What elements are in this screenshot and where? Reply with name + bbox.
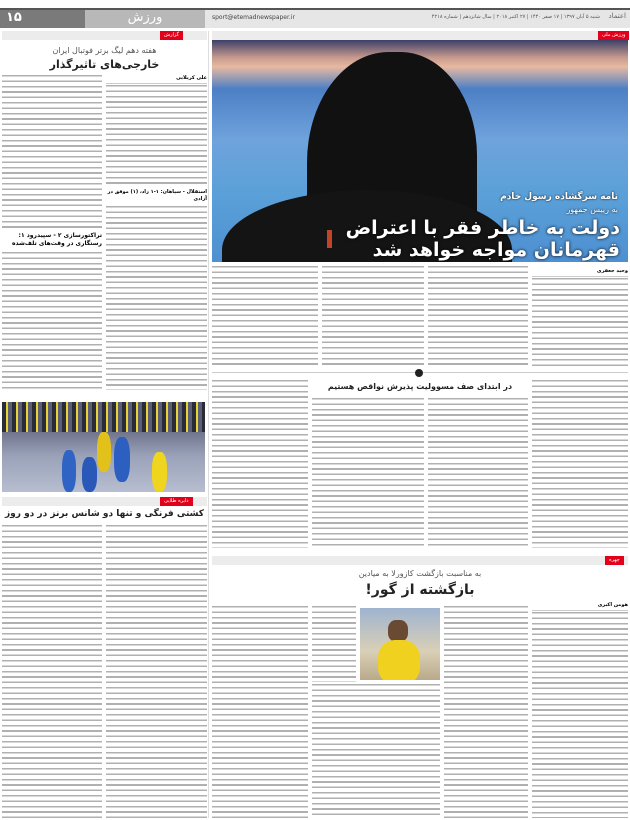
main-body-text — [532, 278, 628, 368]
face-body-text — [532, 612, 628, 818]
main-body-text — [322, 266, 424, 368]
left-subhead-2: تراکتورسازی ۲ - سپیدرود ۱: رستگاری در وقت‌های تلف‌شده — [12, 232, 102, 247]
left-body-text — [106, 85, 207, 187]
main-section-bar — [212, 31, 628, 40]
left-kicker: هفته دهم لیگ برتر فوتبال ایران — [52, 46, 157, 55]
face-tag: چهره — [605, 556, 624, 565]
main-body-text — [428, 266, 528, 368]
face-author: هومن اکبری — [532, 602, 628, 611]
page-number: ۱۵ — [0, 10, 85, 28]
face-section-bar — [212, 556, 628, 565]
golden-circle-tag: دایره طلایی — [160, 497, 193, 506]
national-sport-tag: ورزش ملی — [598, 31, 629, 40]
silhouette-photo — [212, 40, 628, 262]
face-body-text — [212, 606, 308, 818]
main-headline-line-1: دولت به خاطر فقر با اعتراض — [345, 217, 620, 239]
section-name: ورزش — [85, 10, 205, 28]
main-body-text — [212, 380, 308, 548]
face-body-text — [312, 684, 440, 818]
left-body-text — [106, 525, 207, 818]
left-body-text — [2, 252, 102, 390]
left-body-text — [2, 525, 102, 818]
quote-icon — [415, 369, 423, 377]
face-body-text — [312, 606, 356, 682]
face-headline: بازگشته از گور! — [365, 582, 475, 598]
main-body-text — [212, 266, 318, 368]
left-author: علی کربلایی — [106, 75, 207, 84]
main-kicker-1: نامه سرگشاده رسول خادم — [500, 192, 618, 202]
left-body-text — [106, 206, 207, 390]
section-email[interactable]: sport@etemadnewspaper.ir — [212, 14, 295, 21]
main-kicker-2: به رییس جمهور — [566, 205, 618, 214]
face-body-text — [444, 606, 528, 818]
newspaper-logo: اعتماد — [608, 12, 626, 20]
left-body-text — [2, 75, 102, 230]
cazorla-photo — [360, 608, 440, 680]
column-divider — [208, 31, 209, 818]
left-subhead-1: استقلال - سپاهان: ۱-۱ زاد، (۱) موفق در آزادی — [107, 189, 207, 202]
main-author: وحید جعفری — [532, 268, 628, 277]
left-headline-2: کشتی فرنگی و تنها دو شانس برنز در دو روز — [4, 509, 205, 519]
main-body-text — [428, 398, 528, 548]
date-line: شنبه ۵ آبان ۱۳۹۷ | ۱۷ صفر ۱۴۴۰ | ۲۷ اکتبر ۲۰۱۸ | سال شانزدهم | شماره ۴۲۱۸ — [431, 14, 600, 20]
main-headline-line-2: قهرمانان مواجه خواهد شد — [372, 239, 620, 261]
quote-headline: در ابتدای صف مسوولیت پذیرش نواقص هستیم — [327, 382, 513, 391]
main-body-text — [532, 380, 628, 548]
left-headline: خارجی‌های تاثیرگذار — [49, 58, 160, 71]
report-tag: گزارش — [160, 31, 183, 40]
face-kicker: به مناسبت بازگشت کازورلا به میادین — [358, 569, 482, 578]
main-body-text — [312, 398, 424, 548]
football-match-photo — [2, 402, 205, 492]
